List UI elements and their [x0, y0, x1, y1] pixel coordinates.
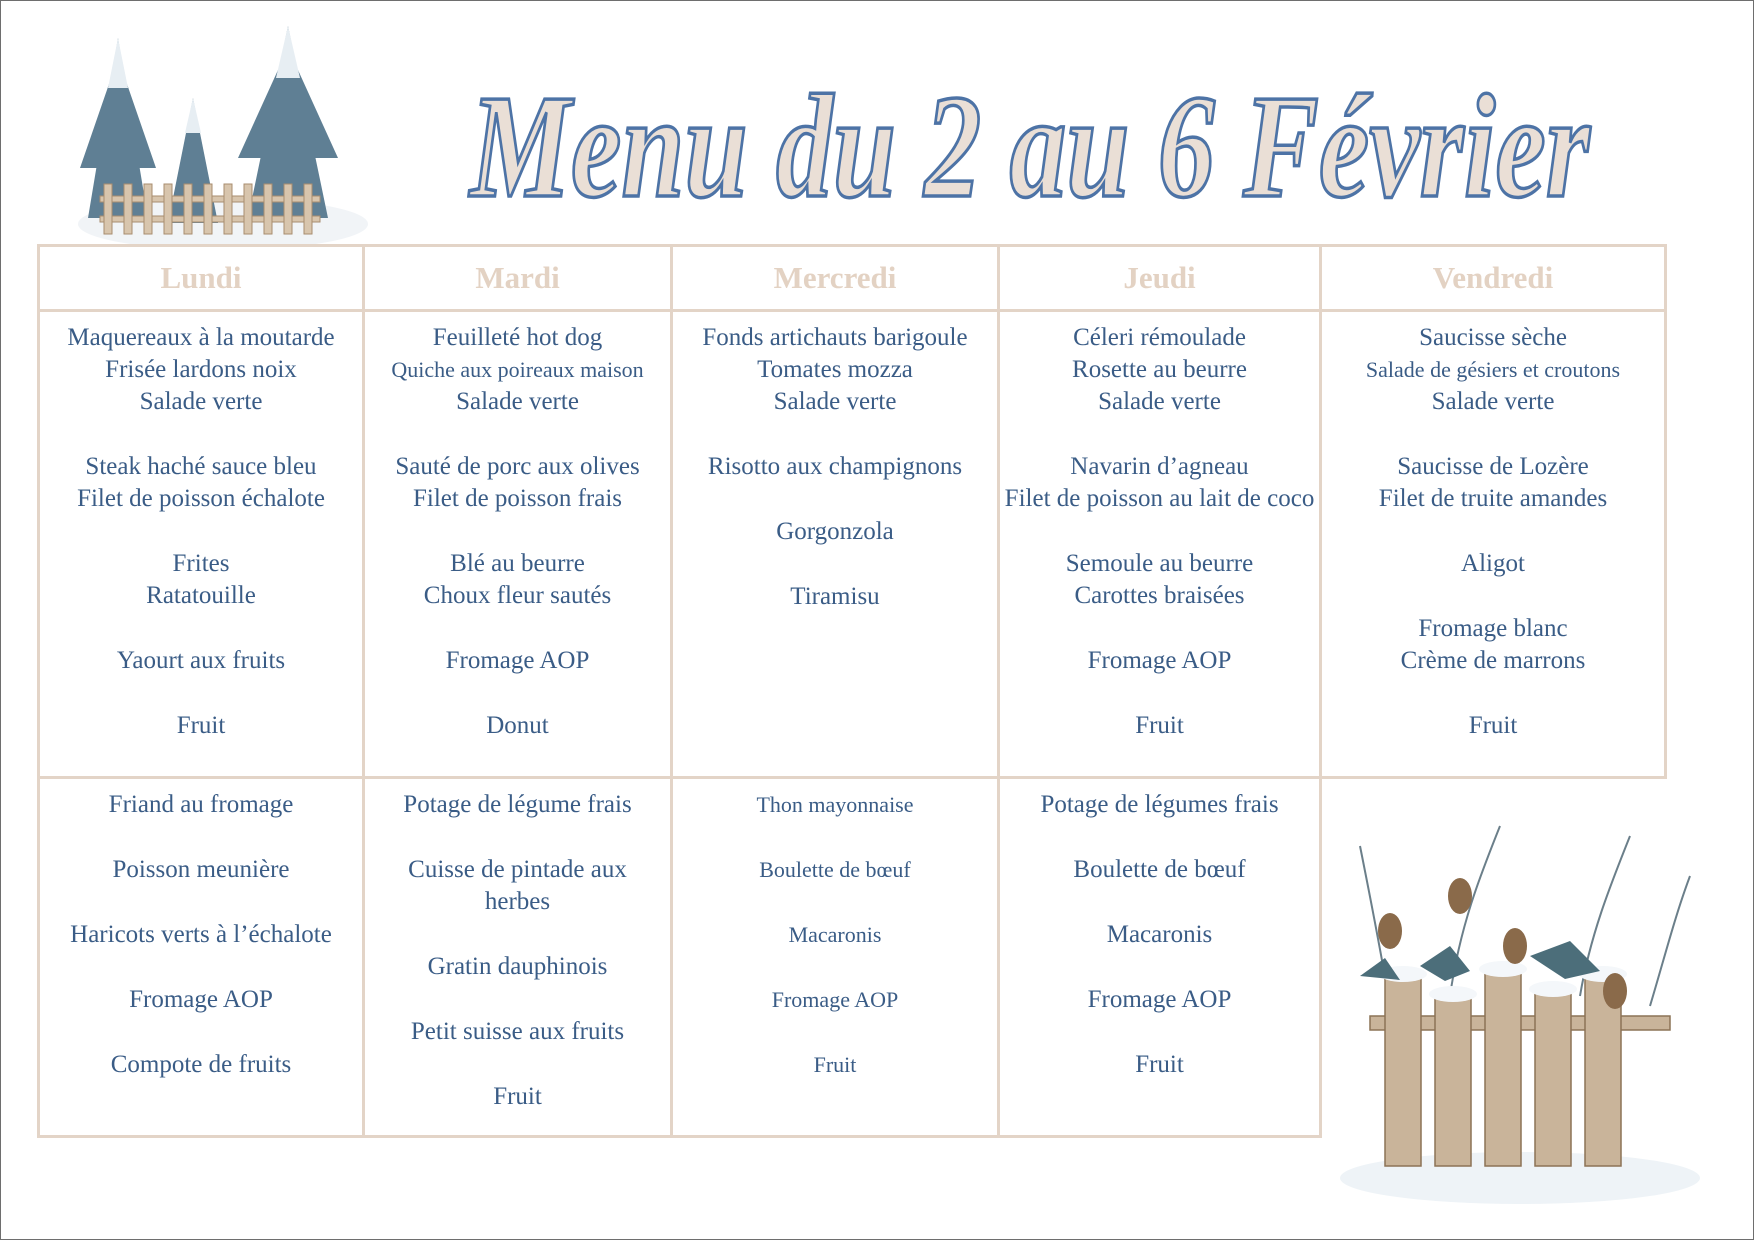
week1-jeudi-cell: [999, 311, 1321, 778]
menu-item: Fromage AOP: [1087, 986, 1232, 1013]
menu-item: Navarin d’agneau: [1070, 453, 1249, 480]
day-header-mercredi: Mercredi: [672, 246, 999, 311]
menu-item: Risotto aux champignons: [707, 453, 963, 480]
menu-item: Salade verte: [456, 388, 579, 415]
menu-item: Fromage AOP: [129, 986, 273, 1013]
day-header-lundi: Lundi: [39, 246, 364, 311]
menu-item: Boulette de bœuf: [1073, 856, 1246, 883]
menu-item: Fruit: [1468, 712, 1518, 739]
menu-item: Donut: [486, 712, 549, 739]
menu-item: Gratin dauphinois: [427, 953, 608, 980]
week2-mercredi-cell: [672, 778, 999, 1137]
menu-item: Gorgonzola: [776, 518, 894, 545]
menu-item: Saucisse de Lozère: [1397, 453, 1589, 480]
menu-item: Carottes braisées: [1074, 582, 1245, 609]
menu-item: Fonds artichauts barigoule: [702, 324, 968, 351]
menu-item: Fruit: [176, 712, 226, 739]
week2-mardi-cell: [364, 778, 672, 1137]
menu-item: Potage de légume frais: [403, 791, 632, 818]
week1-vendredi-cell: [1321, 311, 1666, 778]
menu-item: Fromage AOP: [445, 647, 590, 674]
menu-item: Rosette au beurre: [1072, 356, 1247, 383]
menu-item: Filet de poisson frais: [412, 485, 622, 512]
menu-item: Macaronis: [788, 922, 882, 947]
menu-item: Semoule au beurre: [1065, 550, 1254, 577]
menu-item: Thon mayonnaise: [756, 792, 914, 817]
menu-item: Frisée lardons noix: [105, 356, 297, 383]
menu-item: Petit suisse aux fruits: [410, 1018, 625, 1045]
menu-item: Poisson meunière: [112, 856, 290, 883]
menu-item: Saucisse sèche: [1419, 324, 1567, 351]
week1-row: [39, 311, 1666, 778]
week1-lundi-cell: [39, 311, 364, 778]
day-header-vendredi: Vendredi: [1321, 246, 1666, 311]
menu-item: Fruit: [493, 1083, 542, 1110]
menu-item: Choux fleur sautés: [423, 582, 612, 609]
day-header-row: [39, 246, 1666, 311]
menu-item: Quiche aux poireaux maison: [391, 357, 644, 382]
menu-item: Fruit: [813, 1052, 857, 1077]
menu-item: Tiramisu: [790, 583, 880, 610]
menu-item: Steak haché sauce bleu: [85, 453, 317, 480]
menu-item: Feuilleté hot dog: [432, 324, 603, 351]
snowy-fence-illustration: [1330, 806, 1710, 1206]
menu-item: Potage de légumes frais: [1040, 791, 1279, 818]
menu-item: Yaourt aux fruits: [116, 647, 286, 674]
week1-mardi-cell: [364, 311, 672, 778]
menu-title: [440, 62, 1620, 222]
menu-item: Filet de truite amandes: [1378, 485, 1608, 512]
menu-item: Salade verte: [1431, 388, 1555, 415]
menu-item: Crème de marrons: [1400, 647, 1586, 674]
menu-item: Friand au fromage: [108, 791, 294, 818]
day-header-jeudi: Jeudi: [999, 246, 1321, 311]
menu-item: Fruit: [1135, 1051, 1184, 1078]
menu-item: Haricots verts à l’échalote: [70, 921, 332, 948]
week2-lundi-cell: [39, 778, 364, 1137]
menu-item: Blé au beurre: [450, 550, 585, 577]
menu-item: Frites: [172, 550, 230, 577]
menu-item: Fruit: [1135, 712, 1184, 739]
menu-item: Cuisse de pintade aux herbes: [408, 856, 627, 915]
menu-item: Salade verte: [1098, 388, 1221, 415]
menu-title-text: Menu du 2 au 6 Février: [468, 65, 1592, 222]
menu-item: Céleri rémoulade: [1073, 324, 1246, 351]
menu-item: Salade de gésiers et croutons: [1365, 357, 1621, 382]
menu-item: Macaronis: [1106, 921, 1213, 948]
menu-item: Sauté de porc aux olives: [395, 453, 640, 480]
menu-item: Aligot: [1461, 550, 1525, 577]
week1-mercredi-cell: [672, 311, 999, 778]
menu-item: Tomates mozza: [757, 356, 913, 383]
snowy-trees-illustration: [78, 18, 368, 246]
menu-item: Filet de poisson au lait de coco: [1004, 485, 1315, 512]
menu-item: Filet de poisson échalote: [77, 485, 325, 512]
menu-item: Fromage AOP: [1087, 647, 1232, 674]
menu-item: Ratatouille: [146, 582, 256, 609]
week2-jeudi-cell: [999, 778, 1321, 1137]
menu-item: Salade verte: [139, 388, 263, 415]
menu-item: Boulette de bœuf: [759, 857, 911, 882]
menu-item: Compote de fruits: [110, 1051, 292, 1078]
menu-item: Salade verte: [773, 388, 897, 415]
menu-item: Fromage blanc: [1418, 615, 1568, 642]
menu-item: Fromage AOP: [771, 987, 899, 1012]
day-header-mardi: Mardi: [364, 246, 672, 311]
menu-item: Maquereaux à la moutarde: [67, 324, 335, 351]
